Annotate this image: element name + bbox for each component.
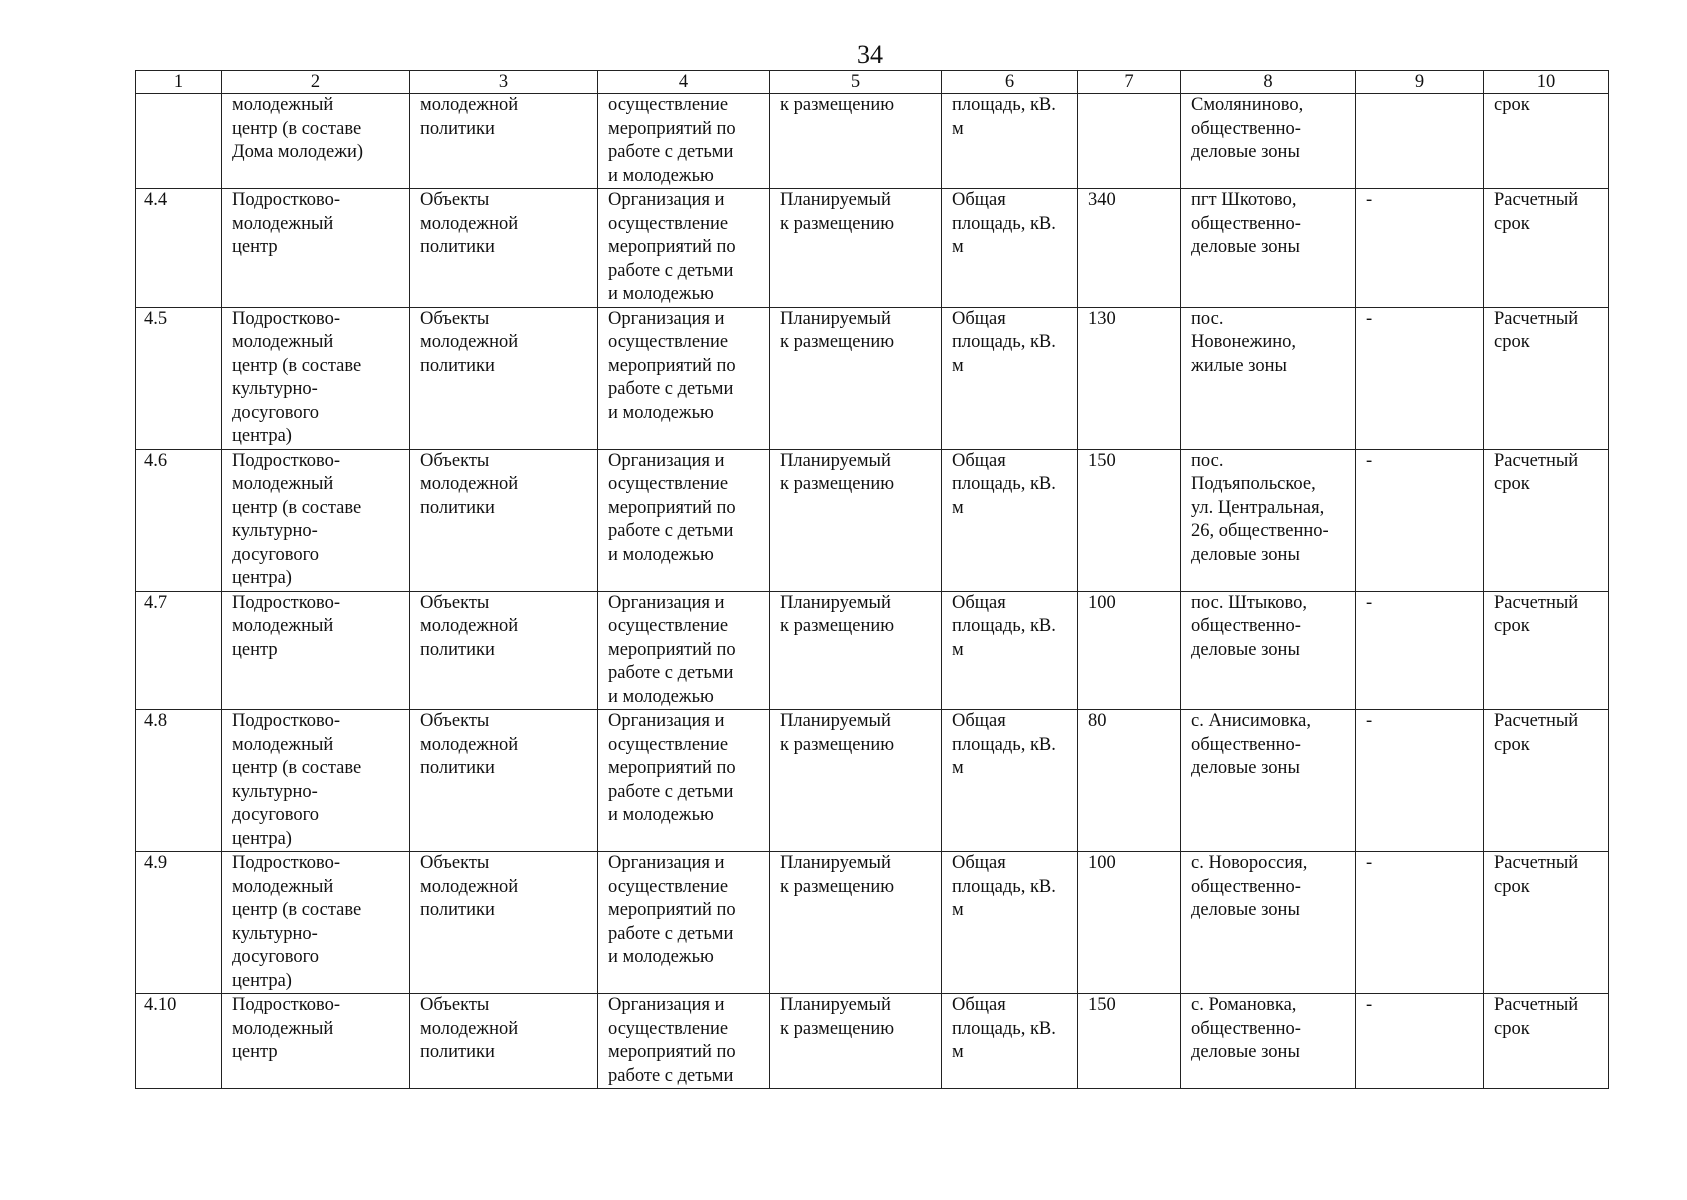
table-cell: молодежный центр (в составе Дома молодежи): [222, 94, 410, 189]
table-cell: площадь, кВ. м: [942, 94, 1078, 189]
table-cell: Организация и осуществление мероприятий по работе с детьми: [598, 994, 770, 1089]
table-cell: Объекты молодежной политики: [410, 710, 598, 852]
column-header: 6: [942, 71, 1078, 94]
table-cell: Планируемый к размещению: [770, 449, 942, 591]
column-header: 5: [770, 71, 942, 94]
table-cell: 4.4: [136, 189, 222, 308]
table-cell: Планируемый к размещению: [770, 189, 942, 308]
planning-table: [135, 70, 1609, 1089]
table-cell: 4.7: [136, 591, 222, 710]
table-cell: Подростково- молодежный центр: [222, 994, 410, 1089]
table-cell: 4.6: [136, 449, 222, 591]
table-cell: Подростково- молодежный центр: [222, 591, 410, 710]
table-cell: Объекты молодежной политики: [410, 852, 598, 994]
table-cell: 150: [1078, 994, 1181, 1089]
table-cell: Планируемый к размещению: [770, 852, 942, 994]
table-cell: Расчетный срок: [1484, 852, 1609, 994]
table-cell: с. Новороссия, общественно- деловые зоны: [1181, 852, 1356, 994]
table-cell: Расчетный срок: [1484, 307, 1609, 449]
table-cell: пгт Шкотово, общественно- деловые зоны: [1181, 189, 1356, 308]
table-cell: осуществление мероприятий по работе с детьми и молодежью: [598, 94, 770, 189]
header-row: [136, 71, 1609, 94]
table-cell: пос. Подъяпольское, ул. Центральная, 26, общественно- деловые зоны: [1181, 449, 1356, 591]
table-cell: Объекты молодежной политики: [410, 189, 598, 308]
table-cell: Подростково- молодежный центр (в составе культурно- досугового центра): [222, 852, 410, 994]
table-cell: пос. Новонежино, жилые зоны: [1181, 307, 1356, 449]
table-cell: 4.5: [136, 307, 222, 449]
column-header: 9: [1356, 71, 1484, 94]
table-cell: -: [1356, 449, 1484, 591]
table-cell: пос. Штыково, общественно- деловые зоны: [1181, 591, 1356, 710]
table-cell: Планируемый к размещению: [770, 591, 942, 710]
table-cell: Организация и осуществление мероприятий по работе с детьми и молодежью: [598, 449, 770, 591]
table-cell: с. Романовка, общественно- деловые зоны: [1181, 994, 1356, 1089]
table-cell: Организация и осуществление мероприятий по работе с детьми и молодежью: [598, 852, 770, 994]
table-cell: 4.8: [136, 710, 222, 852]
column-header: 8: [1181, 71, 1356, 94]
table-row: [136, 449, 1609, 591]
table-cell: Расчетный срок: [1484, 710, 1609, 852]
table-cell: Планируемый к размещению: [770, 994, 942, 1089]
table-cell: 340: [1078, 189, 1181, 308]
table-row: [136, 710, 1609, 852]
table-cell: Расчетный срок: [1484, 449, 1609, 591]
table-cell: Общая площадь, кВ. м: [942, 307, 1078, 449]
table-cell: Общая площадь, кВ. м: [942, 591, 1078, 710]
table-cell: Подростково- молодежный центр (в составе культурно- досугового центра): [222, 449, 410, 591]
column-header: 4: [598, 71, 770, 94]
table-row: [136, 94, 1609, 189]
table-cell: Подростково- молодежный центр (в составе культурно- досугового центра): [222, 710, 410, 852]
table-cell: -: [1356, 852, 1484, 994]
column-header: 3: [410, 71, 598, 94]
table-cell: [136, 94, 222, 189]
table-cell: -: [1356, 591, 1484, 710]
table-cell: Организация и осуществление мероприятий по работе с детьми и молодежью: [598, 307, 770, 449]
table-cell: Объекты молодежной политики: [410, 591, 598, 710]
table-cell: Общая площадь, кВ. м: [942, 994, 1078, 1089]
table-row: [136, 591, 1609, 710]
table-cell: Объекты молодежной политики: [410, 307, 598, 449]
table-cell: 4.10: [136, 994, 222, 1089]
table-cell: к размещению: [770, 94, 942, 189]
table-cell: [1078, 94, 1181, 189]
table-cell: -: [1356, 994, 1484, 1089]
table-cell: -: [1356, 307, 1484, 449]
table-cell: Общая площадь, кВ. м: [942, 449, 1078, 591]
table-cell: Расчетный срок: [1484, 994, 1609, 1089]
table-cell: молодежной политики: [410, 94, 598, 189]
table-row: [136, 307, 1609, 449]
table-cell: Общая площадь, кВ. м: [942, 189, 1078, 308]
table-cell: с. Анисимовка, общественно- деловые зоны: [1181, 710, 1356, 852]
table-cell: Планируемый к размещению: [770, 307, 942, 449]
table-cell: 150: [1078, 449, 1181, 591]
table-cell: 100: [1078, 852, 1181, 994]
table-cell: 100: [1078, 591, 1181, 710]
table-cell: Расчетный срок: [1484, 189, 1609, 308]
table-cell: Подростково- молодежный центр: [222, 189, 410, 308]
table-cell: Организация и осуществление мероприятий по работе с детьми и молодежью: [598, 189, 770, 308]
table-cell: Организация и осуществление мероприятий по работе с детьми и молодежью: [598, 710, 770, 852]
table-cell: Общая площадь, кВ. м: [942, 710, 1078, 852]
table-cell: Планируемый к размещению: [770, 710, 942, 852]
table-cell: Смоляниново, общественно- деловые зоны: [1181, 94, 1356, 189]
table-cell: 130: [1078, 307, 1181, 449]
table-cell: 80: [1078, 710, 1181, 852]
table-cell: 4.9: [136, 852, 222, 994]
table-cell: -: [1356, 710, 1484, 852]
table-cell: срок: [1484, 94, 1609, 189]
column-header: 7: [1078, 71, 1181, 94]
column-header: 10: [1484, 71, 1609, 94]
table-cell: Организация и осуществление мероприятий по работе с детьми и молодежью: [598, 591, 770, 710]
column-header: 1: [136, 71, 222, 94]
table-cell: Объекты молодежной политики: [410, 994, 598, 1089]
table-row: [136, 994, 1609, 1089]
table-cell: Расчетный срок: [1484, 591, 1609, 710]
page-number: 34: [857, 40, 883, 69]
table-row: [136, 189, 1609, 308]
column-header: 2: [222, 71, 410, 94]
table-cell: Общая площадь, кВ. м: [942, 852, 1078, 994]
table-cell: [1356, 94, 1484, 189]
table-cell: -: [1356, 189, 1484, 308]
table-row: [136, 852, 1609, 994]
table-cell: Подростково- молодежный центр (в составе культурно- досугового центра): [222, 307, 410, 449]
table-cell: Объекты молодежной политики: [410, 449, 598, 591]
